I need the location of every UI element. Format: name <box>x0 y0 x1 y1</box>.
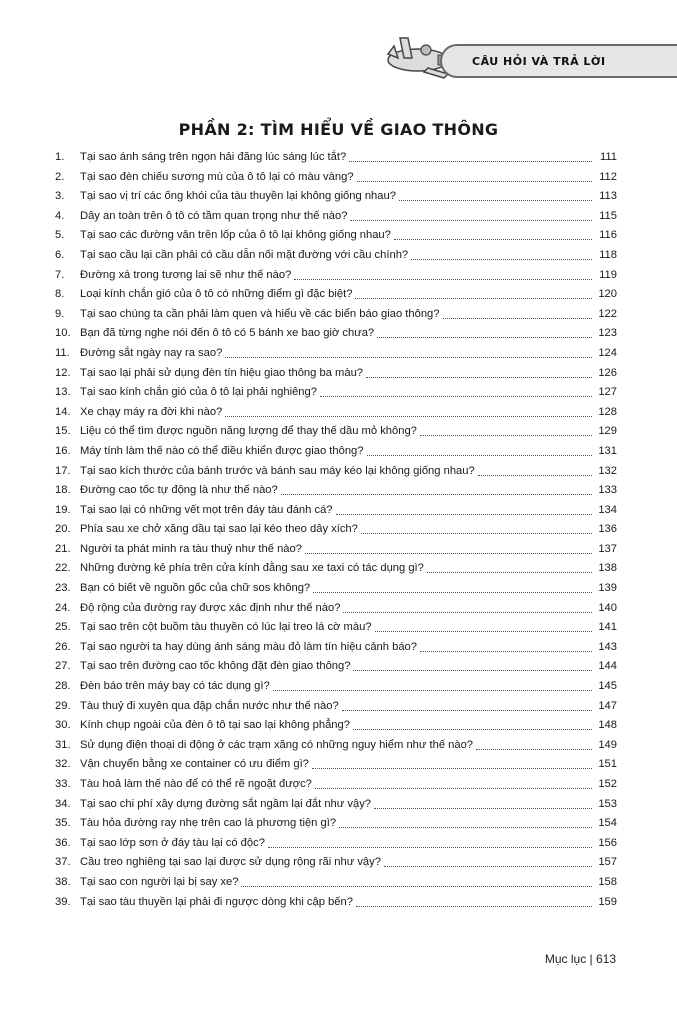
toc-entry-title: Tại sao lại phải sử dụng đèn tín hiệu giao thông ba màu? <box>80 366 364 379</box>
toc-entry[interactable] <box>55 226 617 246</box>
toc-entry-number: 7. <box>55 268 65 281</box>
toc-entry[interactable] <box>55 559 617 579</box>
section-title: PHẦN 2: TÌM HIỂU VỀ GIAO THÔNG <box>178 120 499 139</box>
toc-entry[interactable] <box>55 266 617 286</box>
dot-leader <box>377 324 592 338</box>
toc-entry-title: Tại sao lớp sơn ở đáy tàu lại có độc? <box>80 836 265 849</box>
dot-leader <box>353 716 592 730</box>
dot-leader <box>374 795 592 809</box>
toc-entry-title: Tàu thuỷ đi xuyên qua đập chắn nước như thế nào? <box>80 699 339 712</box>
toc-entry-number: 14. <box>55 405 71 418</box>
toc-entry-page: 157 <box>598 856 617 869</box>
toc-entry-number: 11. <box>55 346 70 359</box>
toc-entry-number: 35. <box>55 817 71 830</box>
toc-entry-title: Xe chạy máy ra đời khi nào? <box>80 405 223 418</box>
dot-leader <box>357 168 592 182</box>
toc-entry[interactable] <box>55 383 617 403</box>
dot-leader <box>394 226 592 240</box>
toc-entry-title: Độ rộng của đường ray được xác định như thế nào? <box>80 601 341 614</box>
toc-entry-title: Tại sao vị trí các ống khói của tàu thuyền lại không giống nhau? <box>80 190 396 203</box>
toc-entry-number: 29. <box>55 699 71 712</box>
toc-entry[interactable] <box>55 814 617 834</box>
toc-entry-title: Tại sao kính chắn gió của ô tô lại phải nghiêng? <box>80 386 317 399</box>
toc-entry-number: 28. <box>55 680 71 693</box>
toc-entry[interactable] <box>55 540 617 560</box>
toc-entry-number: 23. <box>55 582 71 595</box>
toc-entry[interactable] <box>55 775 617 795</box>
dot-leader <box>315 775 592 789</box>
toc-entry-page: 156 <box>598 836 617 849</box>
toc-entry[interactable] <box>55 893 617 913</box>
toc-entry-page: 120 <box>598 288 617 301</box>
toc-entry-page: 154 <box>598 817 617 830</box>
toc-entry-title: Đường xá trong tương lai sẽ như thế nào? <box>80 268 292 281</box>
dot-leader <box>349 148 592 162</box>
toc-entry-page: 159 <box>598 895 617 908</box>
toc-entry-page: 137 <box>598 542 617 555</box>
toc-entry[interactable] <box>55 599 617 619</box>
toc-entry-title: Phía sau xe chở xăng dầu tại sao lại kéo theo dây xích? <box>80 523 358 536</box>
toc-entry-title: Sử dụng điện thoại di động ở các trạm xăng có những nguy hiểm như thế nào? <box>80 738 474 751</box>
page-footer: Mục lục | 613 <box>544 952 616 966</box>
toc-entry[interactable] <box>55 403 617 423</box>
dot-leader <box>339 814 592 828</box>
toc-entry[interactable] <box>55 520 617 540</box>
toc-entry-page: 132 <box>598 464 617 477</box>
toc-entry[interactable] <box>55 364 617 384</box>
toc-entry-number: 26. <box>55 640 71 653</box>
toc-entry-title: Tại sao chúng ta cần phải làm quen và hiểu về các biển báo giao thông? <box>80 307 440 320</box>
toc-entry-page: 153 <box>598 797 617 810</box>
toc-entry-title: Tại sao kích thước của bánh trước và bánh sau máy kéo lại không giống nhau? <box>80 464 475 477</box>
toc-entry[interactable] <box>55 148 617 168</box>
toc-entry-number: 30. <box>55 719 71 732</box>
toc-entry-title: Tại sao tàu thuyền lại phải đi ngược dòng khi cập bến? <box>80 895 353 908</box>
toc-entry-page: 124 <box>598 346 617 359</box>
toc-entry-title: Kính chụp ngoài của đèn ô tô tại sao lại không phẳng? <box>80 719 350 732</box>
toc-entry[interactable] <box>55 716 617 736</box>
toc-entry-number: 31. <box>55 738 71 751</box>
toc-entry-number: 37. <box>55 856 71 869</box>
dot-leader <box>350 207 592 221</box>
toc-entry-number: 10. <box>55 327 71 340</box>
toc-entry-title: Máy tính làm thế nào có thể điều khiển được giao thông? <box>80 444 364 457</box>
dot-leader <box>375 618 592 632</box>
toc-entry-page: 151 <box>598 758 617 771</box>
toc-entry[interactable] <box>55 657 617 677</box>
toc-entry-page: 133 <box>598 484 617 497</box>
toc-entry-number: 39. <box>55 895 71 908</box>
toc-entry-number: 8. <box>55 288 65 301</box>
toc-entry-page: 145 <box>598 680 617 693</box>
toc-entry[interactable] <box>55 442 617 462</box>
toc-entry[interactable] <box>55 853 617 873</box>
dot-leader <box>294 266 592 280</box>
toc-entry-page: 144 <box>598 660 617 673</box>
toc-entry-page: 134 <box>598 503 617 516</box>
toc-entry[interactable] <box>55 187 617 207</box>
toc-entry[interactable] <box>55 677 617 697</box>
toc-entry-title: Tại sao cầu lại cần phải có cầu dẫn nối mặt đường với cầu chính? <box>80 248 409 261</box>
toc-entry-number: 1. <box>55 151 65 163</box>
toc-entry-number: 19. <box>55 503 71 516</box>
dot-leader <box>305 540 592 554</box>
dot-leader <box>281 481 592 495</box>
dot-leader <box>313 579 592 593</box>
toc-entry[interactable] <box>55 638 617 658</box>
toc-entry-number: 2. <box>55 170 65 183</box>
toc-entry-page: 148 <box>598 719 617 732</box>
toc-entry[interactable] <box>55 795 617 815</box>
toc-entry-number: 20. <box>55 523 71 536</box>
toc-entry-number: 27. <box>55 660 71 673</box>
toc-entry[interactable] <box>55 579 617 599</box>
toc-entry-title: Tại sao chi phí xây dựng đường sắt ngầm lại đắt như vậy? <box>80 797 372 810</box>
toc-entry-title: Bạn có biết về nguồn gốc của chữ sos không? <box>80 582 311 595</box>
toc-entry-title: Người ta phát minh ra tàu thuỷ như thế nào? <box>80 542 302 555</box>
toc-entry-page: 131 <box>598 444 617 457</box>
toc-entry-page: 143 <box>598 640 617 653</box>
toc-entry-number: 9. <box>55 307 65 320</box>
toc-entry-number: 12. <box>55 366 71 379</box>
toc-entry[interactable] <box>55 481 617 501</box>
dot-leader <box>355 285 592 299</box>
toc-entry-title: Tại sao người ta hay dùng ánh sáng màu đỏ làm tín hiệu cảnh báo? <box>80 640 418 653</box>
dot-leader <box>399 187 592 201</box>
dot-leader <box>367 442 592 456</box>
dot-leader <box>384 853 592 867</box>
toc-entry[interactable] <box>55 618 617 638</box>
dot-leader <box>241 873 592 887</box>
dot-leader <box>420 422 592 436</box>
toc-entry[interactable] <box>55 462 617 482</box>
dot-leader <box>443 305 593 319</box>
toc-entry-page: 141 <box>598 621 617 634</box>
toc-entry-number: 5. <box>55 229 65 242</box>
toc-entry-number: 22. <box>55 562 71 575</box>
toc-entry-number: 15. <box>55 425 71 438</box>
toc-entry-title: Bạn đã từng nghe nói đến ô tô có 5 bánh xe bao giờ chưa? <box>80 327 375 340</box>
toc-entry-number: 38. <box>55 875 71 888</box>
toc-entry-number: 17. <box>55 464 71 477</box>
toc-entry-page: 115 <box>599 209 617 222</box>
toc-entry-title: Tại sao trên cột buồm tàu thuyền có lúc lại treo lá cờ màu? <box>80 621 372 634</box>
toc-entry-title: Đường sắt ngày nay ra sao? <box>80 346 223 359</box>
toc-entry[interactable] <box>55 168 617 188</box>
toc-entry[interactable] <box>55 755 617 775</box>
dot-leader <box>268 834 592 848</box>
toc-entry[interactable] <box>55 873 617 893</box>
toc-entry-title: Tại sao các đường vân trên lốp của ô tô lại không giống nhau? <box>80 229 391 242</box>
toc-entry[interactable] <box>55 305 617 325</box>
toc-entry-page: 118 <box>599 248 617 261</box>
toc-entry-title: Tàu hoả làm thế nào để có thể rẽ ngoặt được? <box>80 778 312 790</box>
dot-leader <box>336 501 592 515</box>
toc-entry-title: Loại kính chắn gió của ô tô có những điểm gì đặc biệt? <box>80 288 353 301</box>
toc-entry-title: Liệu có thể tìm được nguồn năng lượng để thay thế dầu mỏ không? <box>80 425 417 438</box>
toc-entry-page: 113 <box>599 190 617 203</box>
toc-entry-page: 138 <box>598 562 617 575</box>
toc-entry-page: 122 <box>598 307 617 320</box>
dot-leader <box>225 403 592 417</box>
dot-leader <box>320 383 592 397</box>
dot-leader <box>420 638 592 652</box>
toc-entry-number: 32. <box>55 758 71 771</box>
toc-entry-number: 36. <box>55 836 71 849</box>
toc-entry-title: Cầu treo nghiêng tại sao lại được sử dụng rộng rãi như vậy? <box>80 856 381 869</box>
toc-entry-number: 21. <box>55 542 71 555</box>
toc-entry-page: 152 <box>598 778 617 790</box>
toc-entry-page: 111 <box>599 151 617 163</box>
toc-entry-page: 139 <box>598 582 617 595</box>
toc-entry-title: Tại sao con người lại bị say xe? <box>80 875 239 888</box>
dot-leader <box>476 736 592 750</box>
toc-entry-number: 4. <box>55 209 65 222</box>
toc-entry-number: 34. <box>55 797 71 810</box>
toc-entry[interactable] <box>55 246 617 266</box>
toc-entry-title: Tàu hỏa đường ray nhẹ trên cao là phương tiện gì? <box>80 817 337 830</box>
toc-entry-page: 116 <box>599 229 617 242</box>
toc-entry-title: Đèn báo trên máy bay có tác dụng gì? <box>80 680 270 693</box>
dot-leader <box>361 520 592 534</box>
dot-leader <box>312 755 592 769</box>
dot-leader <box>342 697 592 711</box>
dot-leader <box>411 246 592 260</box>
toc-entry-page: 136 <box>598 523 617 536</box>
toc-entry-title: Những đường kẻ phía trên cửa kính đằng sau xe taxi có tác dụng gì? <box>80 562 424 575</box>
dot-leader <box>273 677 592 691</box>
toc-entry-page: 123 <box>598 327 617 340</box>
dot-leader <box>478 462 592 476</box>
dot-leader <box>427 559 592 573</box>
toc-entry[interactable] <box>55 697 617 717</box>
toc-entry-title: Tại sao trên đường cao tốc không đặt đèn giao thông? <box>80 660 351 673</box>
toc-entry-number: 24. <box>55 601 71 614</box>
header-title: CÂU HỎI VÀ TRẢ LỜI <box>472 54 606 68</box>
toc-entry-title: Tại sao ánh sáng trên ngọn hải đăng lúc sáng lúc tắt? <box>80 151 347 163</box>
toc-entry-page: 127 <box>598 386 617 399</box>
toc-entry-number: 6. <box>55 248 65 261</box>
toc-entry[interactable] <box>55 207 617 227</box>
toc-entry-number: 25. <box>55 621 71 634</box>
dot-leader <box>343 599 592 613</box>
table-of-contents <box>55 148 617 912</box>
toc-entry-page: 147 <box>598 699 617 712</box>
toc-entry[interactable] <box>55 834 617 854</box>
toc-entry-number: 13. <box>55 386 71 399</box>
toc-entry-number: 16. <box>55 444 71 457</box>
toc-entry-page: 129 <box>598 425 617 438</box>
toc-entry[interactable] <box>55 422 617 442</box>
toc-entry[interactable] <box>55 501 617 521</box>
toc-entry-number: 33. <box>55 778 71 790</box>
toc-entry[interactable] <box>55 736 617 756</box>
toc-entry-title: Đường cao tốc tự động là như thế nào? <box>80 484 278 497</box>
toc-entry[interactable] <box>55 324 617 344</box>
toc-entry-page: 126 <box>598 366 617 379</box>
toc-entry[interactable] <box>55 344 617 364</box>
toc-entry-page: 112 <box>599 170 617 183</box>
toc-entry-page: 149 <box>598 738 617 751</box>
dot-leader <box>225 344 592 358</box>
dot-leader <box>356 893 592 907</box>
toc-entry-number: 3. <box>55 190 65 203</box>
dot-leader <box>353 657 592 671</box>
toc-entry[interactable] <box>55 285 617 305</box>
toc-entry-title: Vận chuyển bằng xe container có ưu điểm gì? <box>80 758 309 771</box>
header-banner <box>440 44 677 78</box>
toc-entry-title: Dây an toàn trên ô tô có tầm quan trọng như thế nào? <box>80 209 348 222</box>
toc-entry-page: 119 <box>599 268 617 281</box>
toc-entry-number: 18. <box>55 484 71 497</box>
toc-entry-page: 158 <box>598 875 617 888</box>
dot-leader <box>366 364 592 378</box>
toc-entry-title: Tại sao lại có những vết mọt trên đáy tàu đánh cá? <box>80 503 333 516</box>
toc-entry-page: 140 <box>598 601 617 614</box>
toc-entry-title: Tại sao đèn chiếu sương mù của ô tô lại có màu vàng? <box>80 170 354 183</box>
toc-entry-page: 128 <box>598 405 617 418</box>
